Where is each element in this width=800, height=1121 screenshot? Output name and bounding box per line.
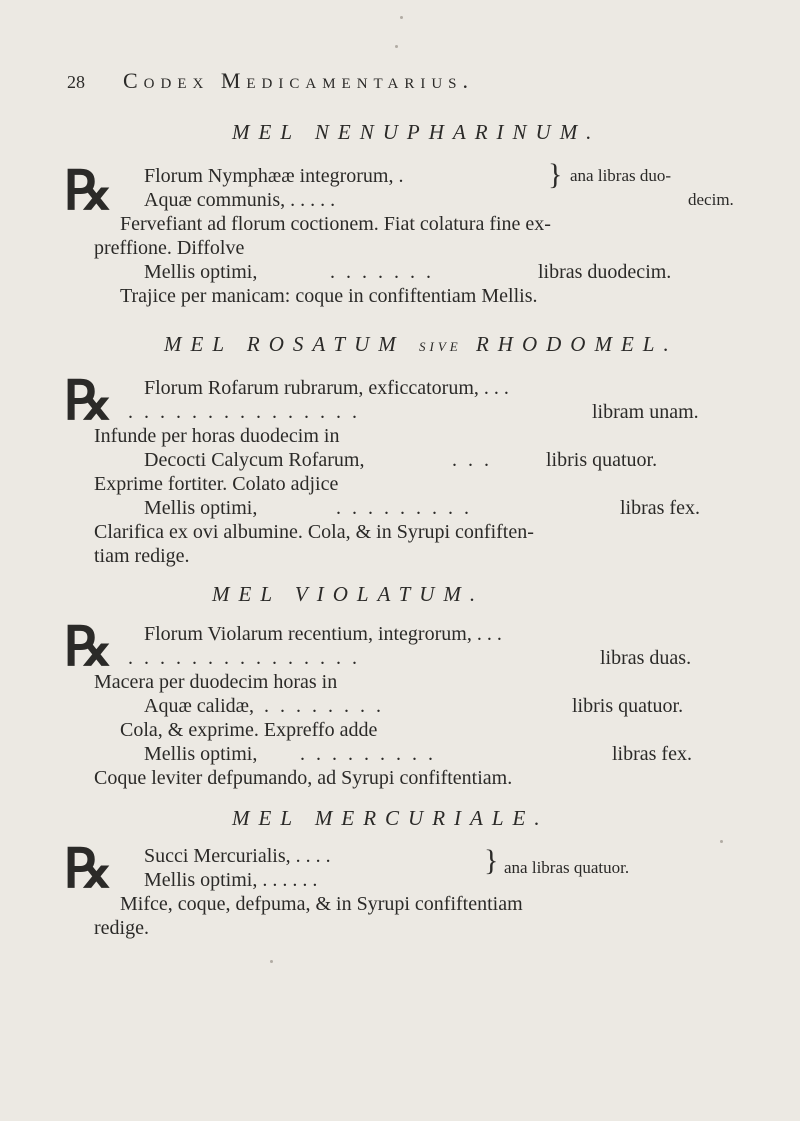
section-title-nenupharinum: MEL NENUPHARINUM.	[232, 120, 601, 144]
dot-leader: . . .	[452, 449, 492, 471]
running-title: Codex Medicamentarius.	[123, 68, 475, 93]
recipe-rx-symbol: ℞	[64, 839, 113, 899]
quantity: libras duas.	[600, 647, 692, 669]
instruction-line: Mifce, coque, defpuma, & in Syrupi confiftentiam	[120, 893, 523, 915]
instruction-line: tiam redige.	[94, 545, 190, 567]
recipe-rx-symbol: ℞	[64, 617, 113, 677]
ingredient-line: Florum Violarum recentium, integrorum, . . .	[144, 623, 502, 645]
recipe-rx-symbol: ℞	[64, 161, 113, 221]
instruction-line: Cola, & exprime. Expreffo adde	[120, 719, 378, 741]
dot-leader: . . . . . . . . .	[300, 743, 436, 765]
dot-leader: . . . . . . .	[330, 261, 434, 283]
ingredient-line: Florum Rofarum rubrarum, exficcatorum, . . .	[144, 377, 509, 399]
ingredient-line: Florum Nymphææ integrorum, .	[144, 165, 404, 187]
ingredient-line: Decocti Calycum Rofarum,	[144, 449, 365, 471]
quantity: libras duodecim.	[538, 261, 672, 283]
ingredient-line: Mellis optimi,	[144, 261, 258, 283]
dot-leader: . . . . . . . . .	[336, 497, 472, 519]
title-part: RHODOMEL.	[475, 332, 678, 356]
section-title-rosatum	[164, 332, 678, 357]
ingredient-line: Aquæ calidæ,	[144, 695, 254, 717]
instruction-line: Fervefiant ad florum coctionem. Fiat colatura fine ex-	[120, 213, 551, 235]
ingredient-line: Mellis optimi,	[144, 743, 258, 765]
title-sive: SIVE	[419, 339, 462, 354]
instruction-line: Infunde per horas duodecim in	[94, 425, 340, 447]
page-number: 28	[67, 72, 85, 92]
dot-leader: . . . . . . . . . . . . . . .	[128, 401, 360, 423]
quantity: libras fex.	[612, 743, 692, 765]
ingredient-line: Aquæ communis, . . . . .	[144, 189, 336, 211]
ingredient-line: Mellis optimi,	[144, 497, 258, 519]
quantity: libras fex.	[620, 497, 700, 519]
ink-speck	[270, 960, 273, 963]
section-title-violatum: MEL VIOLATUM.	[212, 582, 485, 606]
brace-symbol: }	[484, 844, 499, 877]
brace-quantity-continued: decim.	[688, 190, 734, 209]
instruction-line: redige.	[94, 917, 149, 939]
ingredient-line: Mellis optimi, . . . . . .	[144, 869, 318, 891]
instruction-line: Trajice per manicam: coque in confiftentiam Mellis.	[120, 285, 538, 307]
dot-leader: . . . . . . . .	[264, 695, 384, 717]
instruction-line: Exprime fortiter. Colato adjice	[94, 473, 339, 495]
title-part: MEL ROSATUM	[164, 332, 405, 356]
brace-quantity: ana libras duo-	[570, 166, 672, 185]
brace-quantity: ana libras quatuor.	[504, 858, 630, 877]
ink-speck	[720, 840, 723, 843]
instruction-line: preffione. Diffolve	[94, 237, 245, 259]
ink-speck	[395, 45, 398, 48]
quantity: libris quatuor.	[572, 695, 684, 717]
quantity: libris quatuor.	[546, 449, 658, 471]
recipe-rx-symbol: ℞	[64, 371, 113, 431]
brace-symbol: }	[548, 158, 563, 191]
instruction-line: Macera per duodecim horas in	[94, 671, 338, 693]
ingredient-line: Succi Mercurialis, . . . .	[144, 845, 331, 867]
quantity: libram unam.	[592, 401, 699, 423]
instruction-line: Coque leviter defpumando, ad Syrupi confiftentiam.	[94, 767, 513, 789]
dot-leader: . . . . . . . . . . . . . . .	[128, 647, 360, 669]
instruction-line: Clarifica ex ovi albumine. Cola, & in Syrupi confiften-	[94, 521, 534, 543]
section-title-mercuriale: MEL MERCURIALE.	[232, 806, 549, 830]
ink-speck	[400, 16, 403, 19]
